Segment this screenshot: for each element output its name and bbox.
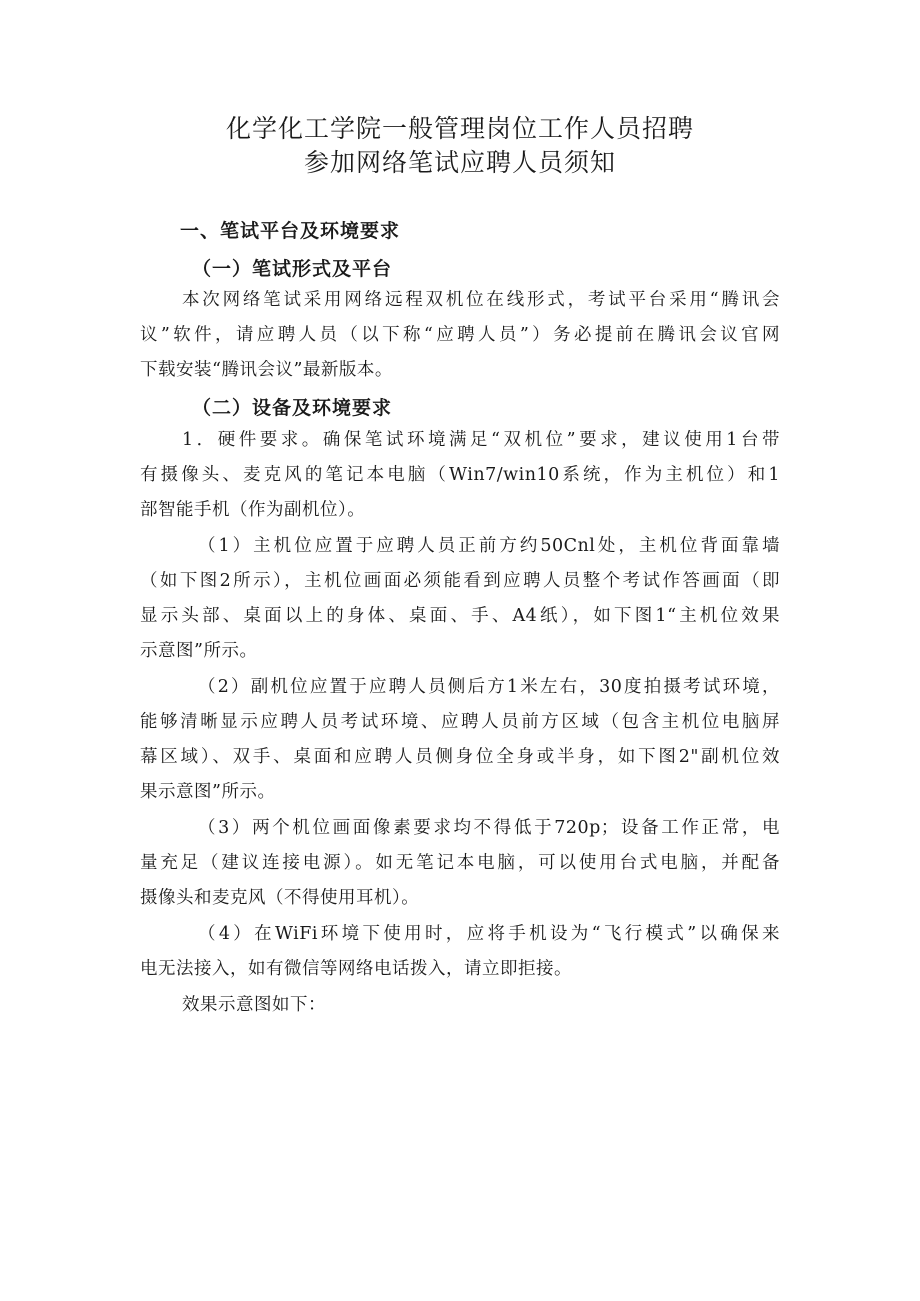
paragraph-line: 摄像头和麦克风（不得使用耳机）。 <box>140 888 420 908</box>
paragraph-line: 电无法接入，如有微信等网络电话拨入，请立即拒接。 <box>140 959 572 979</box>
paragraph-line: 有摄像头、麦克风的笔记本电脑（Win7/win10系统，作为主机位）和1 <box>140 465 780 485</box>
subsection-heading-format-platform: （一）笔试形式及平台 <box>192 258 393 280</box>
paragraph-line: 幕区域）、双手、桌面和应聘人员侧身位全身或半身，如下图2"副机位效 <box>140 747 780 767</box>
page-title-line-2: 参加网络笔试应聘人员须知 <box>303 148 616 177</box>
paragraph-line: 1．硬件要求。确保笔试环境满足“双机位”要求，建议使用1台带 <box>182 430 780 450</box>
paragraph-line: 效果示意图如下： <box>182 995 326 1015</box>
paragraph-line: 本次网络笔试采用网络远程双机位在线形式，考试平台采用“腾讯会 <box>182 290 780 310</box>
paragraph-line: （4）在WiFi环境下使用时，应将手机设为“飞行模式”以确保来 <box>198 924 780 944</box>
subsection-heading-equipment-environment: （二）设备及环境要求 <box>192 397 393 419</box>
paragraph-line: （2）副机位应置于应聘人员侧后方1米左右，30度拍摄考试环境， <box>198 677 780 697</box>
paragraph-line: （3）两个机位画面像素要求均不得低于720p；设备工作正常，电 <box>198 818 780 838</box>
paragraph-line: 量充足（建议连接电源）。如无笔记本电脑，可以使用台式电脑，并配备 <box>140 853 780 873</box>
paragraph-line: （1）主机位应置于应聘人员正前方约50Cnl处，主机位背面靠墙 <box>198 536 780 556</box>
section-heading-platform-environment: 一、笔试平台及环境要求 <box>180 220 401 242</box>
paragraph-line: 议”软件，请应聘人员（以下称“应聘人员”）务必提前在腾讯会议官网 <box>140 325 780 345</box>
paragraph-line: 下载安装“腾讯会议”最新版本。 <box>140 360 393 380</box>
paragraph-line: 能够清晰显示应聘人员考试环境、应聘人员前方区域（包含主机位电脑屏 <box>140 712 780 732</box>
paragraph-line: 显示头部、桌面以上的身体、桌面、手、A4纸），如下图1“主机位效果 <box>140 606 780 626</box>
paragraph-line: 果示意图”所示。 <box>140 782 276 802</box>
paragraph-line: （如下图2所示），主机位画面必须能看到应聘人员整个考试作答画面（即 <box>140 571 780 591</box>
page-title-line-1: 化学化工学院一般管理岗位工作人员招聘 <box>225 114 694 143</box>
paragraph-line: 示意图”所示。 <box>140 641 258 661</box>
paragraph-line: 部智能手机（作为副机位）。 <box>140 500 366 520</box>
